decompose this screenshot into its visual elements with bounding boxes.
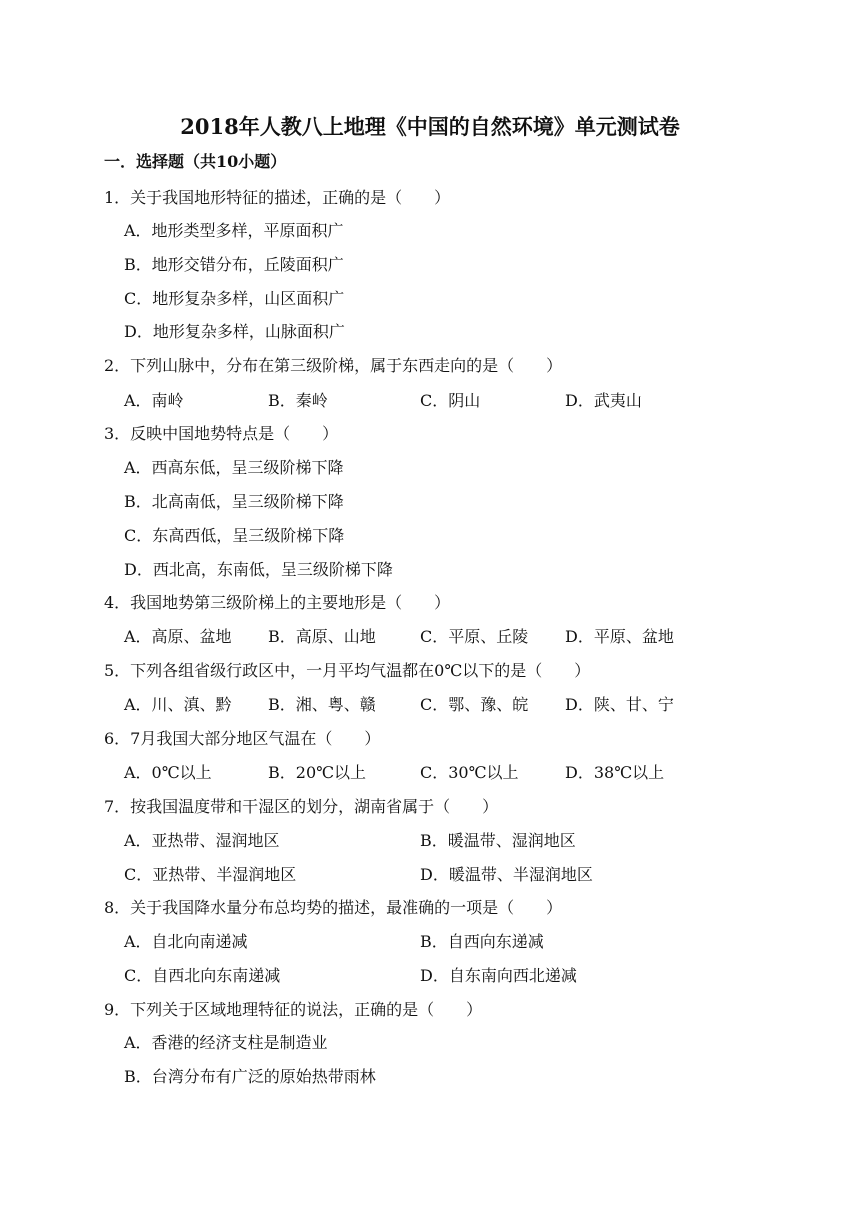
section-heading: 一．选择题（共10小题） xyxy=(104,152,287,171)
option-5c: C．鄂、豫、皖 xyxy=(420,695,529,714)
option-9b: B．台湾分布有广泛的原始热带雨林 xyxy=(124,1067,376,1086)
option-2a: A．南岭 xyxy=(124,391,184,410)
option-5a: A．川、滇、黔 xyxy=(124,695,232,714)
option-5b: B．湘、粤、赣 xyxy=(268,695,376,714)
option-2d: D．武夷山 xyxy=(565,391,642,410)
question-stem-9: 9．下列关于区域地理特征的说法，正确的是（ ） xyxy=(104,1000,483,1019)
option-2c: C．阴山 xyxy=(420,391,481,410)
option-5d: D．陕、甘、宁 xyxy=(565,695,674,714)
option-1a: A．地形类型多样，平原面积广 xyxy=(124,221,344,240)
document-title: 2018年人教八上地理《中国的自然环境》单元测试卷 xyxy=(180,114,680,139)
option-4c: C．平原、丘陵 xyxy=(420,627,529,646)
option-9a: A．香港的经济支柱是制造业 xyxy=(124,1033,328,1052)
question-stem-3: 3．反映中国地势特点是（ ） xyxy=(104,424,339,443)
option-6b: B．20℃以上 xyxy=(268,763,367,782)
option-2b: B．秦岭 xyxy=(268,391,328,410)
question-stem-5: 5．下列各组省级行政区中，一月平均气温都在0℃以下的是（ ） xyxy=(104,661,591,680)
option-8d: D．自东南向西北递减 xyxy=(420,966,577,985)
option-8a: A．自北向南递减 xyxy=(124,932,248,951)
option-4a: A．高原、盆地 xyxy=(124,627,232,646)
option-7b: B．暖温带、湿润地区 xyxy=(420,831,576,850)
option-8c: C．自西北向东南递减 xyxy=(124,966,281,985)
option-3c: C．东高西低，呈三级阶梯下降 xyxy=(124,526,345,545)
option-8b: B．自西向东递减 xyxy=(420,932,544,951)
question-stem-8: 8．关于我国降水量分布总均势的描述，最准确的一项是（ ） xyxy=(104,898,563,917)
option-7d: D．暖温带、半湿润地区 xyxy=(420,865,593,884)
question-stem-7: 7．按我国温度带和干湿区的划分，湖南省属于（ ） xyxy=(104,797,499,816)
option-1c: C．地形复杂多样，山区面积广 xyxy=(124,289,345,308)
question-stem-6: 6．7月我国大部分地区气温在（ ） xyxy=(104,729,381,748)
option-7a: A．亚热带、湿润地区 xyxy=(124,831,280,850)
option-7c: C．亚热带、半湿润地区 xyxy=(124,865,297,884)
question-stem-4: 4．我国地势第三级阶梯上的主要地形是（ ） xyxy=(104,593,451,612)
question-stem-1: 1．关于我国地形特征的描述，正确的是（ ） xyxy=(104,188,451,207)
option-1b: B．地形交错分布，丘陵面积广 xyxy=(124,255,344,274)
option-4d: D．平原、盆地 xyxy=(565,627,674,646)
option-3d: D．西北高，东南低，呈三级阶梯下降 xyxy=(124,560,393,579)
option-6d: D．38℃以上 xyxy=(565,763,665,782)
option-3b: B．北高南低，呈三级阶梯下降 xyxy=(124,492,344,511)
option-6a: A．0℃以上 xyxy=(124,763,212,782)
option-3a: A．西高东低，呈三级阶梯下降 xyxy=(124,458,344,477)
option-4b: B．高原、山地 xyxy=(268,627,376,646)
option-6c: C．30℃以上 xyxy=(420,763,519,782)
option-1d: D．地形复杂多样，山脉面积广 xyxy=(124,322,345,341)
question-stem-2: 2．下列山脉中，分布在第三级阶梯，属于东西走向的是（ ） xyxy=(104,356,563,375)
